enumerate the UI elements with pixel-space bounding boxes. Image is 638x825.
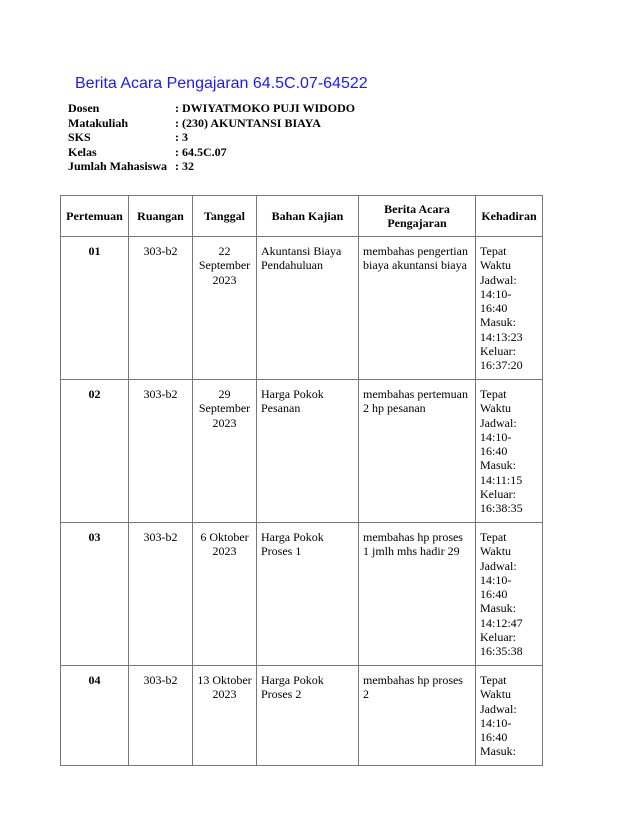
cell-bahan-kajian: Harga Pokok Proses 1 [257,523,359,666]
cell-kehadiran: Tepat Waktu Jadwal: 14:10-16:40 Masuk: [476,666,543,766]
info-row-kelas [68,145,355,160]
info-value: : 32 [175,159,194,174]
cell-ruangan: 303-b2 [129,237,193,380]
info-value: : 64.5C.07 [175,144,227,159]
info-row-matakuliah [68,116,355,131]
info-label: SKS [68,130,91,145]
cell-ruangan: 303-b2 [129,666,193,766]
header-bahan-kajian: Bahan Kajian [257,196,359,237]
cell-berita-acara: membahas pertemuan 2 hp pesanan [359,380,476,523]
table-row [61,237,543,380]
cell-tanggal: 6 Oktober 2023 [193,523,257,666]
info-label: Dosen [68,101,100,115]
info-value: : (230) AKUNTANSI BIAYA [175,115,321,130]
cell-pertemuan: 03 [61,523,129,666]
header-ruangan: Ruangan [129,196,193,237]
table-row [61,380,543,523]
page-title: Berita Acara Pengajaran 64.5C.07-64522 [75,75,368,92]
cell-bahan-kajian: Harga Pokok Proses 2 [257,666,359,766]
info-row-sks [68,130,355,145]
cell-ruangan: 303-b2 [129,380,193,523]
cell-kehadiran: Tepat Waktu Jadwal: 14:10-16:40 Masuk: 14:13:23 Keluar: 16:37:20 [476,237,543,380]
header-pertemuan: Pertemuan [61,196,129,237]
cell-kehadiran: Tepat Waktu Jadwal: 14:10-16:40 Masuk: 14:11:15 Keluar: 16:38:35 [476,380,543,523]
cell-berita-acara: membahas hp proses 2 [359,666,476,766]
cell-bahan-kajian: Harga Pokok Pesanan [257,380,359,523]
table-header-row [61,196,543,237]
info-label: Matakuliah [68,115,129,130]
info-row-dosen [68,101,355,116]
attendance-table [60,195,543,766]
cell-pertemuan: 04 [61,666,129,766]
cell-berita-acara: membahas pengertian biaya akuntansi biaya [359,237,476,380]
table-row [61,523,543,666]
cell-tanggal: 22 September 2023 [193,237,257,380]
info-row-jumlah-mahasiswa [68,159,355,174]
info-label: Kelas [68,144,97,159]
cell-berita-acara: membahas hp proses 1 jmlh mhs hadir 29 [359,523,476,666]
cell-ruangan: 303-b2 [129,523,193,666]
cell-tanggal: 29 September 2023 [193,380,257,523]
cell-bahan-kajian: Akuntansi Biaya Pendahuluan [257,237,359,380]
info-value: : DWIYATMOKO PUJI WIDODO [175,101,356,115]
course-info [68,101,355,174]
info-label: Jumlah Mahasiswa [68,159,168,174]
header-tanggal: Tanggal [193,196,257,237]
header-berita-acara: Berita Acara Pengajaran [359,196,476,237]
table-row [61,666,543,766]
info-value: : 3 [175,130,188,145]
header-kehadiran: Kehadiran [476,196,543,237]
cell-kehadiran: Tepat Waktu Jadwal: 14:10-16:40 Masuk: 14:12:47 Keluar: 16:35:38 [476,523,543,666]
cell-pertemuan: 02 [61,380,129,523]
cell-pertemuan: 01 [61,237,129,380]
cell-tanggal: 13 Oktober 2023 [193,666,257,766]
